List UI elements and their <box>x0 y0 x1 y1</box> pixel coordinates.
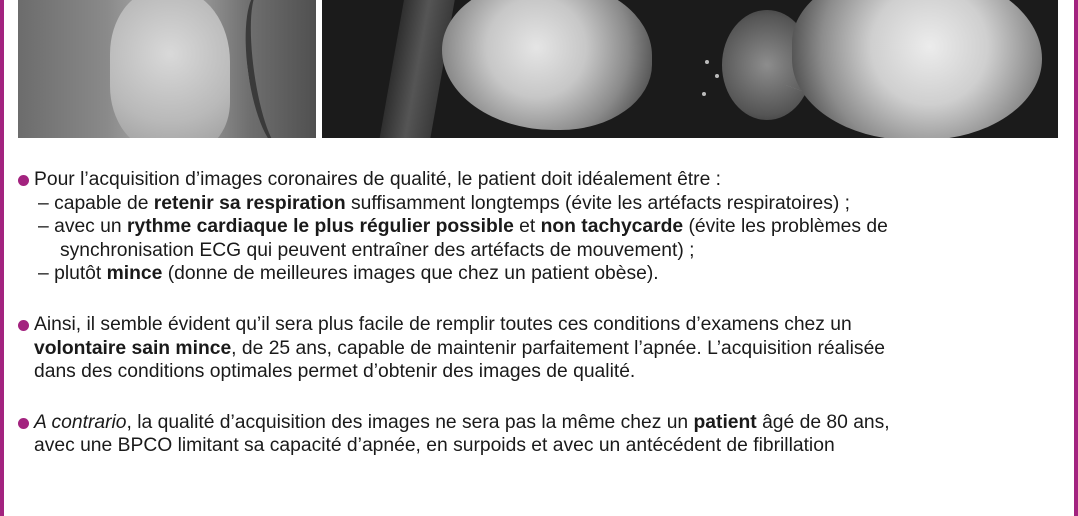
ct-scan-image-right <box>322 0 1058 138</box>
list-item: – avec un rythme cardiaque le plus régulier possible et non tachycarde (évite les problèmes de synchronisation ECG qui peuvent entraîner des artéfacts de mouvement) ; <box>38 216 888 261</box>
document-body <box>18 168 1048 458</box>
right-frame-border <box>1074 0 1078 516</box>
paragraph-patient-conditions <box>18 168 1048 286</box>
para1-intro: Pour l’acquisition d’images coronaires de qualité, le patient doit idéalement être : <box>34 169 722 190</box>
left-frame-border <box>0 0 4 516</box>
list-item: – capable de retenir sa respiration suffisamment longtemps (évite les artéfacts respiratoires) ; <box>38 192 850 214</box>
ct-image-strip <box>18 0 1058 138</box>
paragraph-healthy-volunteer: Ainsi, il semble évident qu’il sera plus facile de remplir toutes ces conditions d’examens chez un volontaire sain mince, de 25 ans, capable de maintenir parfaitement l’apnée. L’acquisition réalisée dans des conditions optimales permet d’obtenir des images de qualité. <box>18 313 1048 384</box>
bullet-icon <box>18 320 29 331</box>
paragraph-a-contrario: A contrario, la qualité d’acquisition des images ne sera pas la même chez un patient âgé de 80 ans, avec une BPCO limitant sa capacité d’apnée, en surpoids et avec un antécédent de fibrillation <box>18 411 1048 458</box>
bullet-icon <box>18 418 29 429</box>
list-item: – plutôt mince (donne de meilleures images que chez un patient obèse). <box>38 263 659 285</box>
bullet-icon <box>18 175 29 186</box>
ct-scan-image-left <box>18 0 316 138</box>
